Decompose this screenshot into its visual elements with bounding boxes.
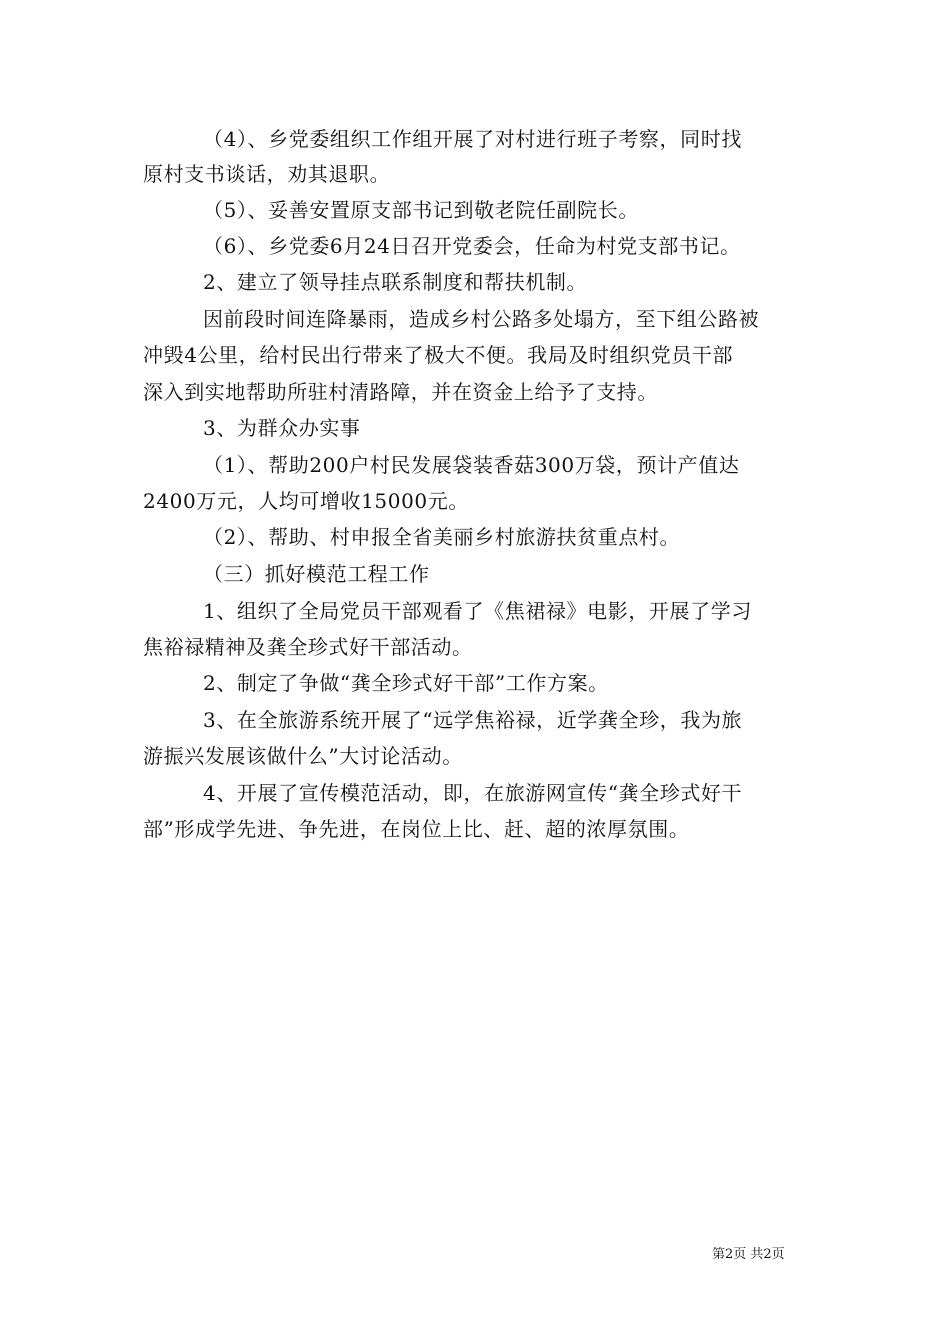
text-line: 2400万元，人均可增收15000元。 bbox=[143, 489, 469, 513]
text-line: （2）、帮助、村申报全省美丽乡村旅游扶贫重点村。 bbox=[203, 525, 681, 549]
text-line: 4、开展了宣传模范活动，即，在旅游网宣传“龚全珍式好干 bbox=[203, 781, 743, 805]
text-line: 焦裕禄精神及龚全珍式好干部活动。 bbox=[143, 635, 473, 659]
text-line: 2、制定了争做“龚全珍式好干部”工作方案。 bbox=[203, 671, 609, 695]
section-heading: （三）抓好模范工程工作 bbox=[203, 562, 430, 586]
text-line: （1）、帮助200户村民发展袋装香菇300万袋，预计产值达 bbox=[203, 453, 740, 477]
text-line: 1、组织了全局党员干部观看了《焦裙禄》电影，开展了学习 bbox=[203, 599, 752, 623]
text-line: 3、为群众办实事 bbox=[203, 416, 361, 440]
text-line: 3、在全旅游系统开展了“远学焦裕禄，近学龚全珍，我为旅 bbox=[203, 708, 743, 732]
text-line: 游振兴发展该做什么”大讨论活动。 bbox=[143, 744, 463, 768]
text-line: 因前段时间连降暴雨，造成乡村公路多处塌方，至下组公路被 bbox=[203, 307, 760, 331]
text-line: 原村支书谈话，劝其退职。 bbox=[143, 162, 391, 186]
text-line: （4）、乡党委组织工作组开展了对村进行班子考察，同时找 bbox=[203, 127, 742, 151]
text-line: 2、建立了领导挂点联系制度和帮扶机制。 bbox=[203, 270, 588, 294]
text-line: （5）、妥善安置原支部书记到敬老院任副院长。 bbox=[203, 198, 639, 222]
page-number-footer: 第2页 共2页 bbox=[712, 1247, 785, 1262]
text-line: 深入到实地帮助所驻村清路障，并在资金上给予了支持。 bbox=[143, 380, 658, 404]
text-line: （6）、乡党委6月24日召开党委会，任命为村党支部书记。 bbox=[203, 234, 741, 258]
text-line: 部”形成学先进、争先进，在岗位上比、赶、超的浓厚氛围。 bbox=[143, 817, 690, 841]
text-line: 冲毁4公里，给村民出行带来了极大不便。我局及时组织党员干部 bbox=[143, 343, 734, 367]
